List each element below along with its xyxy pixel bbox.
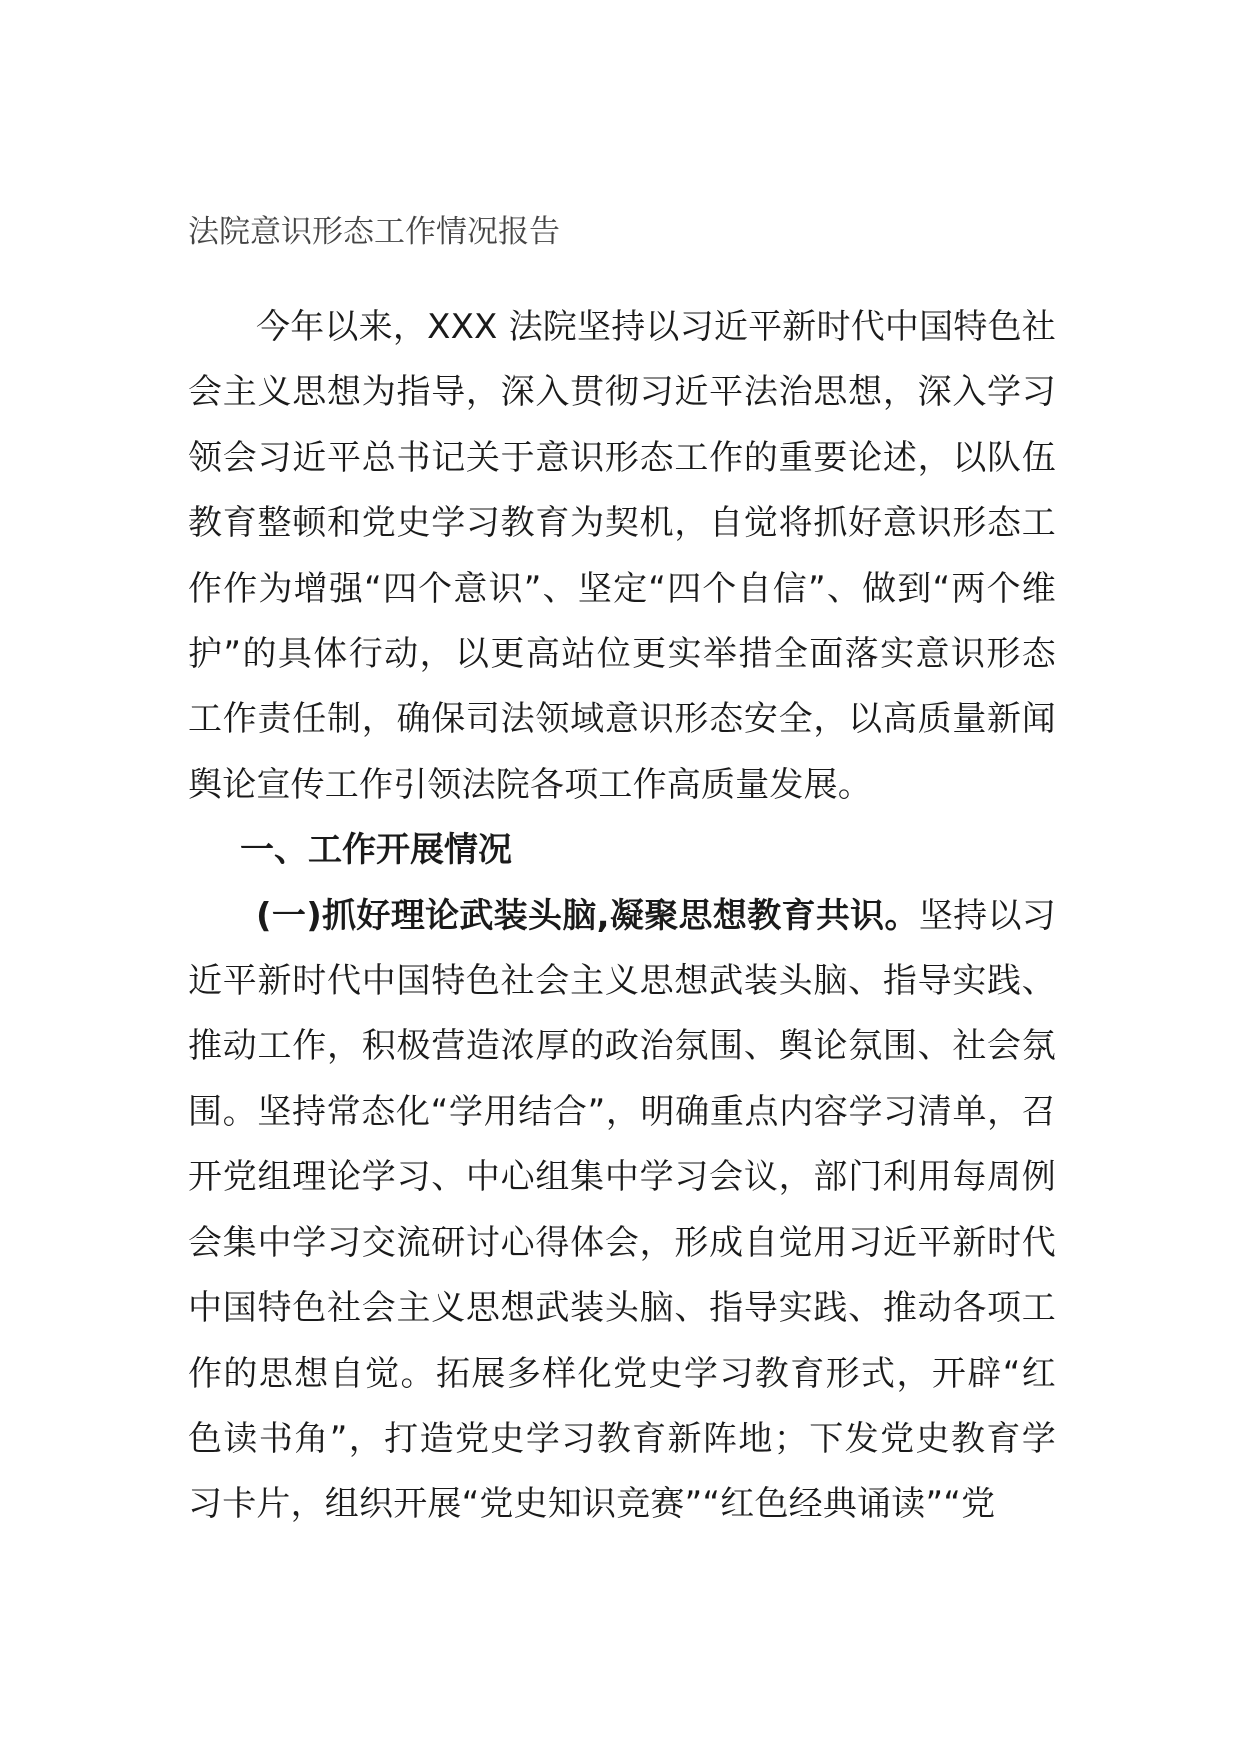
document-body <box>188 212 1056 1538</box>
subsection-paragraph <box>188 884 1056 1538</box>
section-heading: 一、工作开展情况 <box>240 830 512 871</box>
subsection-body: 坚持以习近平新时代中国特色社会主义思想武装头脑、指导实践、推动工作，积极营造浓厚的政治氛围、舆论氛围、社会氛围。坚持常态化“学用结合”，明确重点内容学习清单，召开党组理论学习、中心组集中学习会议，部门利用每周例会集中学习交流研讨心得体会，形成自觉用习近平新时代中国特色社会主义思想武装头脑、指导实践、推动各项工作的思想自觉。拓展多样化党史学习教育形式，开辟“红色读书角”，打造党史学习教育新阵地；下发党史教育学习卡片，组织开展“党史知识竞赛”“红色经典诵读”“党 <box>188 895 1056 1525</box>
subsection-lead: (一)抓好理论武装头脑,凝聚思想教育共识。 <box>256 895 919 936</box>
document-title: 法院意识形态工作情况报告 <box>188 214 560 250</box>
intro-paragraph: 今年以来，XXX 法院坚持以习近平新时代中国特色社会主义思想为指导，深入贯彻习近平法治思想，深入学习领会习近平总书记关于意识形态工作的重要论述，以队伍教育整顿和党史学习教育为契机，自觉将抓好意识形态工作作为增强“四个意识”、坚定“四个自信”、做到“两个维护”的具体行动，以更高站位更实举措全面落实意识形态工作责任制，确保司法领域意识形态安全，以高质量新闻舆论宣传工作引领法院各项工作高质量发展。 <box>188 307 1056 805</box>
